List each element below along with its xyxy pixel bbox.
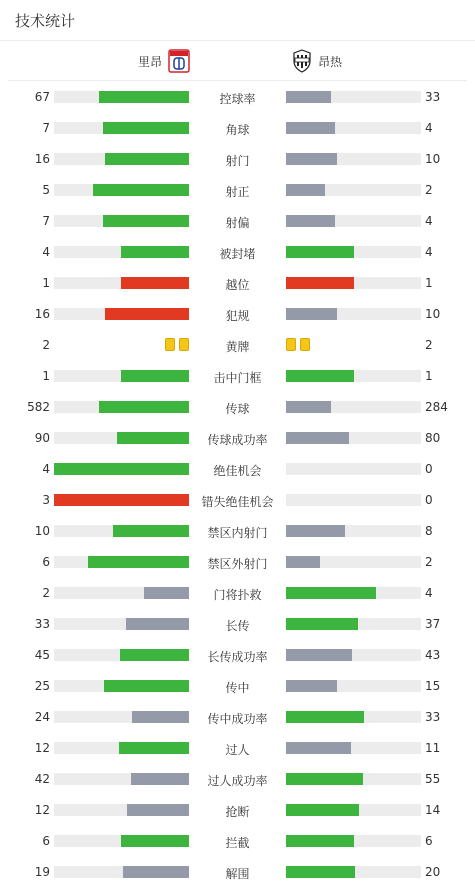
stat-row	[0, 826, 475, 857]
stat-label: 黄牌	[225, 340, 250, 354]
away-bar-fill	[286, 618, 358, 630]
yellow-card-icon	[300, 338, 310, 351]
away-value: 80	[425, 431, 441, 445]
home-bar-fill	[99, 91, 189, 103]
away-bar-track	[286, 401, 421, 413]
away-bar-track	[286, 277, 421, 289]
home-bar-fill	[144, 587, 189, 599]
stat-row	[0, 268, 475, 299]
away-bar-fill	[286, 556, 320, 568]
away-value: 1	[425, 369, 433, 383]
stat-label: 被封堵	[219, 247, 256, 261]
yellow-card-icon	[286, 338, 296, 351]
away-bar-track	[286, 649, 421, 661]
stat-row	[0, 547, 475, 578]
away-bar-track	[286, 494, 421, 506]
stat-label: 击中门框	[213, 371, 262, 385]
home-bar-fill	[54, 463, 189, 475]
stat-label: 传中	[225, 681, 250, 695]
stat-label: 射门	[225, 154, 250, 168]
away-bar-fill	[286, 153, 337, 165]
home-bar-fill	[126, 618, 189, 630]
away-value: 0	[425, 462, 433, 476]
header-divider	[0, 40, 475, 41]
stat-label: 绝佳机会	[213, 464, 262, 478]
home-bar-track	[54, 742, 189, 754]
stat-row	[0, 361, 475, 392]
stats-list	[0, 82, 475, 888]
away-bar-track	[286, 370, 421, 382]
home-bar-track	[54, 246, 189, 258]
home-team[interactable]	[138, 48, 190, 74]
home-value: 1	[42, 369, 50, 383]
away-bar-track	[286, 525, 421, 537]
away-bar-track	[286, 215, 421, 227]
away-bar-fill	[286, 742, 351, 754]
home-bar-fill	[121, 277, 189, 289]
stat-row	[0, 578, 475, 609]
away-value: 33	[425, 710, 441, 724]
home-bar-fill	[103, 122, 189, 134]
away-value: 0	[425, 493, 433, 507]
stat-row	[0, 516, 475, 547]
home-bar-fill	[127, 804, 189, 816]
home-bar-track	[54, 401, 189, 413]
away-value: 55	[425, 772, 441, 786]
away-bar-fill	[286, 370, 354, 382]
home-value: 90	[34, 431, 50, 445]
home-value: 25	[34, 679, 50, 693]
home-bar-fill	[113, 525, 189, 537]
away-value: 20	[425, 865, 441, 879]
away-value: 15	[425, 679, 441, 693]
home-bar-track	[54, 122, 189, 134]
home-value: 24	[34, 710, 50, 724]
home-value: 7	[42, 121, 50, 135]
home-value: 6	[42, 834, 50, 848]
away-value: 4	[425, 245, 433, 259]
away-value: 37	[425, 617, 441, 631]
stat-row	[0, 144, 475, 175]
home-bar-track	[54, 835, 189, 847]
away-bar-track	[286, 308, 421, 320]
home-value: 2	[42, 586, 50, 600]
stat-label: 射正	[225, 185, 250, 199]
stat-label: 越位	[225, 278, 250, 292]
away-value: 10	[425, 152, 441, 166]
stat-label: 抢断	[225, 805, 250, 819]
stat-label: 拦截	[225, 836, 250, 850]
away-value: 4	[425, 586, 433, 600]
stat-row	[0, 702, 475, 733]
home-bar-track	[54, 153, 189, 165]
home-bar-track	[54, 680, 189, 692]
home-bar-track	[54, 556, 189, 568]
yellow-card-icon	[165, 338, 175, 351]
away-value: 2	[425, 555, 433, 569]
stat-row	[0, 671, 475, 702]
away-team-name: 昂热	[318, 54, 343, 69]
away-bar-fill	[286, 91, 331, 103]
home-bar-track	[54, 184, 189, 196]
home-bar-track	[54, 618, 189, 630]
away-bar-track	[286, 246, 421, 258]
home-bar-fill	[105, 153, 189, 165]
stat-label: 过人	[225, 743, 250, 757]
away-bar-track	[286, 804, 421, 816]
stat-row	[0, 764, 475, 795]
away-bar-fill	[286, 587, 376, 599]
home-value: 1	[42, 276, 50, 290]
home-bar-fill	[121, 370, 189, 382]
away-bar-fill	[286, 401, 331, 413]
away-value: 284	[425, 400, 448, 414]
home-bar-fill	[119, 742, 189, 754]
away-value: 11	[425, 741, 441, 755]
stat-label: 传中成功率	[207, 712, 268, 726]
away-bar-track	[286, 866, 421, 878]
home-value: 12	[34, 803, 50, 817]
away-value: 33	[425, 90, 441, 104]
away-yellow-cards	[286, 338, 310, 351]
away-bar-fill	[286, 835, 354, 847]
away-value: 6	[425, 834, 433, 848]
home-bar-fill	[120, 649, 189, 661]
home-value: 2	[42, 338, 50, 352]
home-team-name: 里昂	[137, 54, 162, 69]
home-value: 5	[42, 183, 50, 197]
away-bar-track	[286, 711, 421, 723]
stat-row	[0, 175, 475, 206]
home-bar-track	[54, 277, 189, 289]
home-bar-fill	[105, 308, 189, 320]
home-bar-track	[54, 866, 189, 878]
away-value: 4	[425, 214, 433, 228]
home-bar-track	[54, 370, 189, 382]
home-bar-fill	[117, 432, 189, 444]
stat-row	[0, 485, 475, 516]
home-value: 10	[34, 524, 50, 538]
away-bar-track	[286, 618, 421, 630]
stat-row	[0, 330, 475, 361]
home-bar-track	[54, 432, 189, 444]
home-bar-fill	[54, 494, 189, 506]
home-value: 45	[34, 648, 50, 662]
stat-label: 过人成功率	[207, 774, 268, 788]
away-bar-fill	[286, 246, 354, 258]
home-value: 4	[42, 462, 50, 476]
home-yellow-cards	[165, 338, 189, 351]
stat-label: 射偏	[225, 216, 250, 230]
home-bar-track	[54, 215, 189, 227]
stat-label: 禁区外射门	[207, 557, 268, 571]
away-team-logo-icon	[292, 49, 312, 73]
stat-row	[0, 113, 475, 144]
away-bar-fill	[286, 866, 355, 878]
home-value: 3	[42, 493, 50, 507]
home-value: 16	[34, 152, 50, 166]
away-value: 14	[425, 803, 441, 817]
away-bar-track	[286, 153, 421, 165]
stat-label: 角球	[225, 123, 250, 137]
home-bar-track	[54, 649, 189, 661]
home-bar-fill	[132, 711, 189, 723]
away-team[interactable]	[292, 48, 342, 74]
home-value: 67	[34, 90, 50, 104]
home-bar-fill	[121, 835, 189, 847]
home-bar-track	[54, 463, 189, 475]
away-bar-track	[286, 556, 421, 568]
home-value: 16	[34, 307, 50, 321]
stat-row	[0, 82, 475, 113]
stat-row	[0, 237, 475, 268]
page-title: 技术统计	[15, 12, 76, 30]
away-value: 10	[425, 307, 441, 321]
away-bar-fill	[286, 277, 354, 289]
away-value: 43	[425, 648, 441, 662]
away-bar-fill	[286, 432, 349, 444]
home-bar-fill	[121, 246, 189, 258]
away-bar-track	[286, 587, 421, 599]
home-value: 7	[42, 214, 50, 228]
away-bar-fill	[286, 773, 363, 785]
teams-header	[0, 48, 475, 74]
home-value: 12	[34, 741, 50, 755]
stat-row	[0, 609, 475, 640]
stat-row	[0, 795, 475, 826]
away-bar-fill	[286, 804, 359, 816]
home-value: 33	[34, 617, 50, 631]
away-bar-track	[286, 184, 421, 196]
stat-row	[0, 392, 475, 423]
stat-label: 长传成功率	[207, 650, 268, 664]
away-bar-fill	[286, 122, 335, 134]
away-bar-track	[286, 773, 421, 785]
away-bar-track	[286, 122, 421, 134]
teams-divider	[8, 80, 467, 81]
away-value: 4	[425, 121, 433, 135]
away-bar-track	[286, 680, 421, 692]
stat-label: 犯规	[225, 309, 250, 323]
home-bar-track	[54, 773, 189, 785]
stat-row	[0, 640, 475, 671]
stat-row	[0, 423, 475, 454]
home-bar-track	[54, 91, 189, 103]
stat-label: 长传	[225, 619, 250, 633]
away-bar-fill	[286, 649, 352, 661]
stat-label: 错失绝佳机会	[201, 495, 274, 509]
away-bar-track	[286, 463, 421, 475]
home-team-logo-icon	[168, 49, 190, 73]
away-value: 8	[425, 524, 433, 538]
away-bar-track	[286, 432, 421, 444]
stat-label: 控球率	[219, 92, 256, 106]
home-value: 42	[34, 772, 50, 786]
stat-label: 传球	[225, 402, 250, 416]
home-value: 19	[34, 865, 50, 879]
away-bar-fill	[286, 680, 337, 692]
home-bar-fill	[93, 184, 189, 196]
home-bar-fill	[104, 680, 189, 692]
away-value: 2	[425, 338, 433, 352]
home-bar-track	[54, 587, 189, 599]
stat-label: 门将扑救	[213, 588, 262, 602]
stat-label: 解围	[225, 867, 250, 881]
away-value: 2	[425, 183, 433, 197]
home-bar-fill	[103, 215, 189, 227]
away-bar-fill	[286, 215, 335, 227]
home-bar-track	[54, 494, 189, 506]
home-value: 6	[42, 555, 50, 569]
yellow-card-icon	[179, 338, 189, 351]
stat-row	[0, 206, 475, 237]
home-bar-fill	[123, 866, 189, 878]
home-bar-fill	[88, 556, 189, 568]
home-value: 4	[42, 245, 50, 259]
stat-row	[0, 733, 475, 764]
home-bar-track	[54, 525, 189, 537]
away-bar-fill	[286, 308, 337, 320]
away-value: 1	[425, 276, 433, 290]
stat-row	[0, 454, 475, 485]
away-bar-track	[286, 91, 421, 103]
home-value: 582	[27, 400, 50, 414]
home-bar-fill	[99, 401, 189, 413]
stat-label: 传球成功率	[207, 433, 268, 447]
home-bar-track	[54, 804, 189, 816]
away-bar-fill	[286, 184, 325, 196]
away-bar-fill	[286, 525, 345, 537]
home-bar-fill	[131, 773, 189, 785]
away-bar-track	[286, 742, 421, 754]
stat-row	[0, 857, 475, 888]
away-bar-track	[286, 835, 421, 847]
home-bar-track	[54, 308, 189, 320]
stat-row	[0, 299, 475, 330]
away-bar-fill	[286, 711, 364, 723]
stat-label: 禁区内射门	[207, 526, 268, 540]
home-bar-track	[54, 711, 189, 723]
